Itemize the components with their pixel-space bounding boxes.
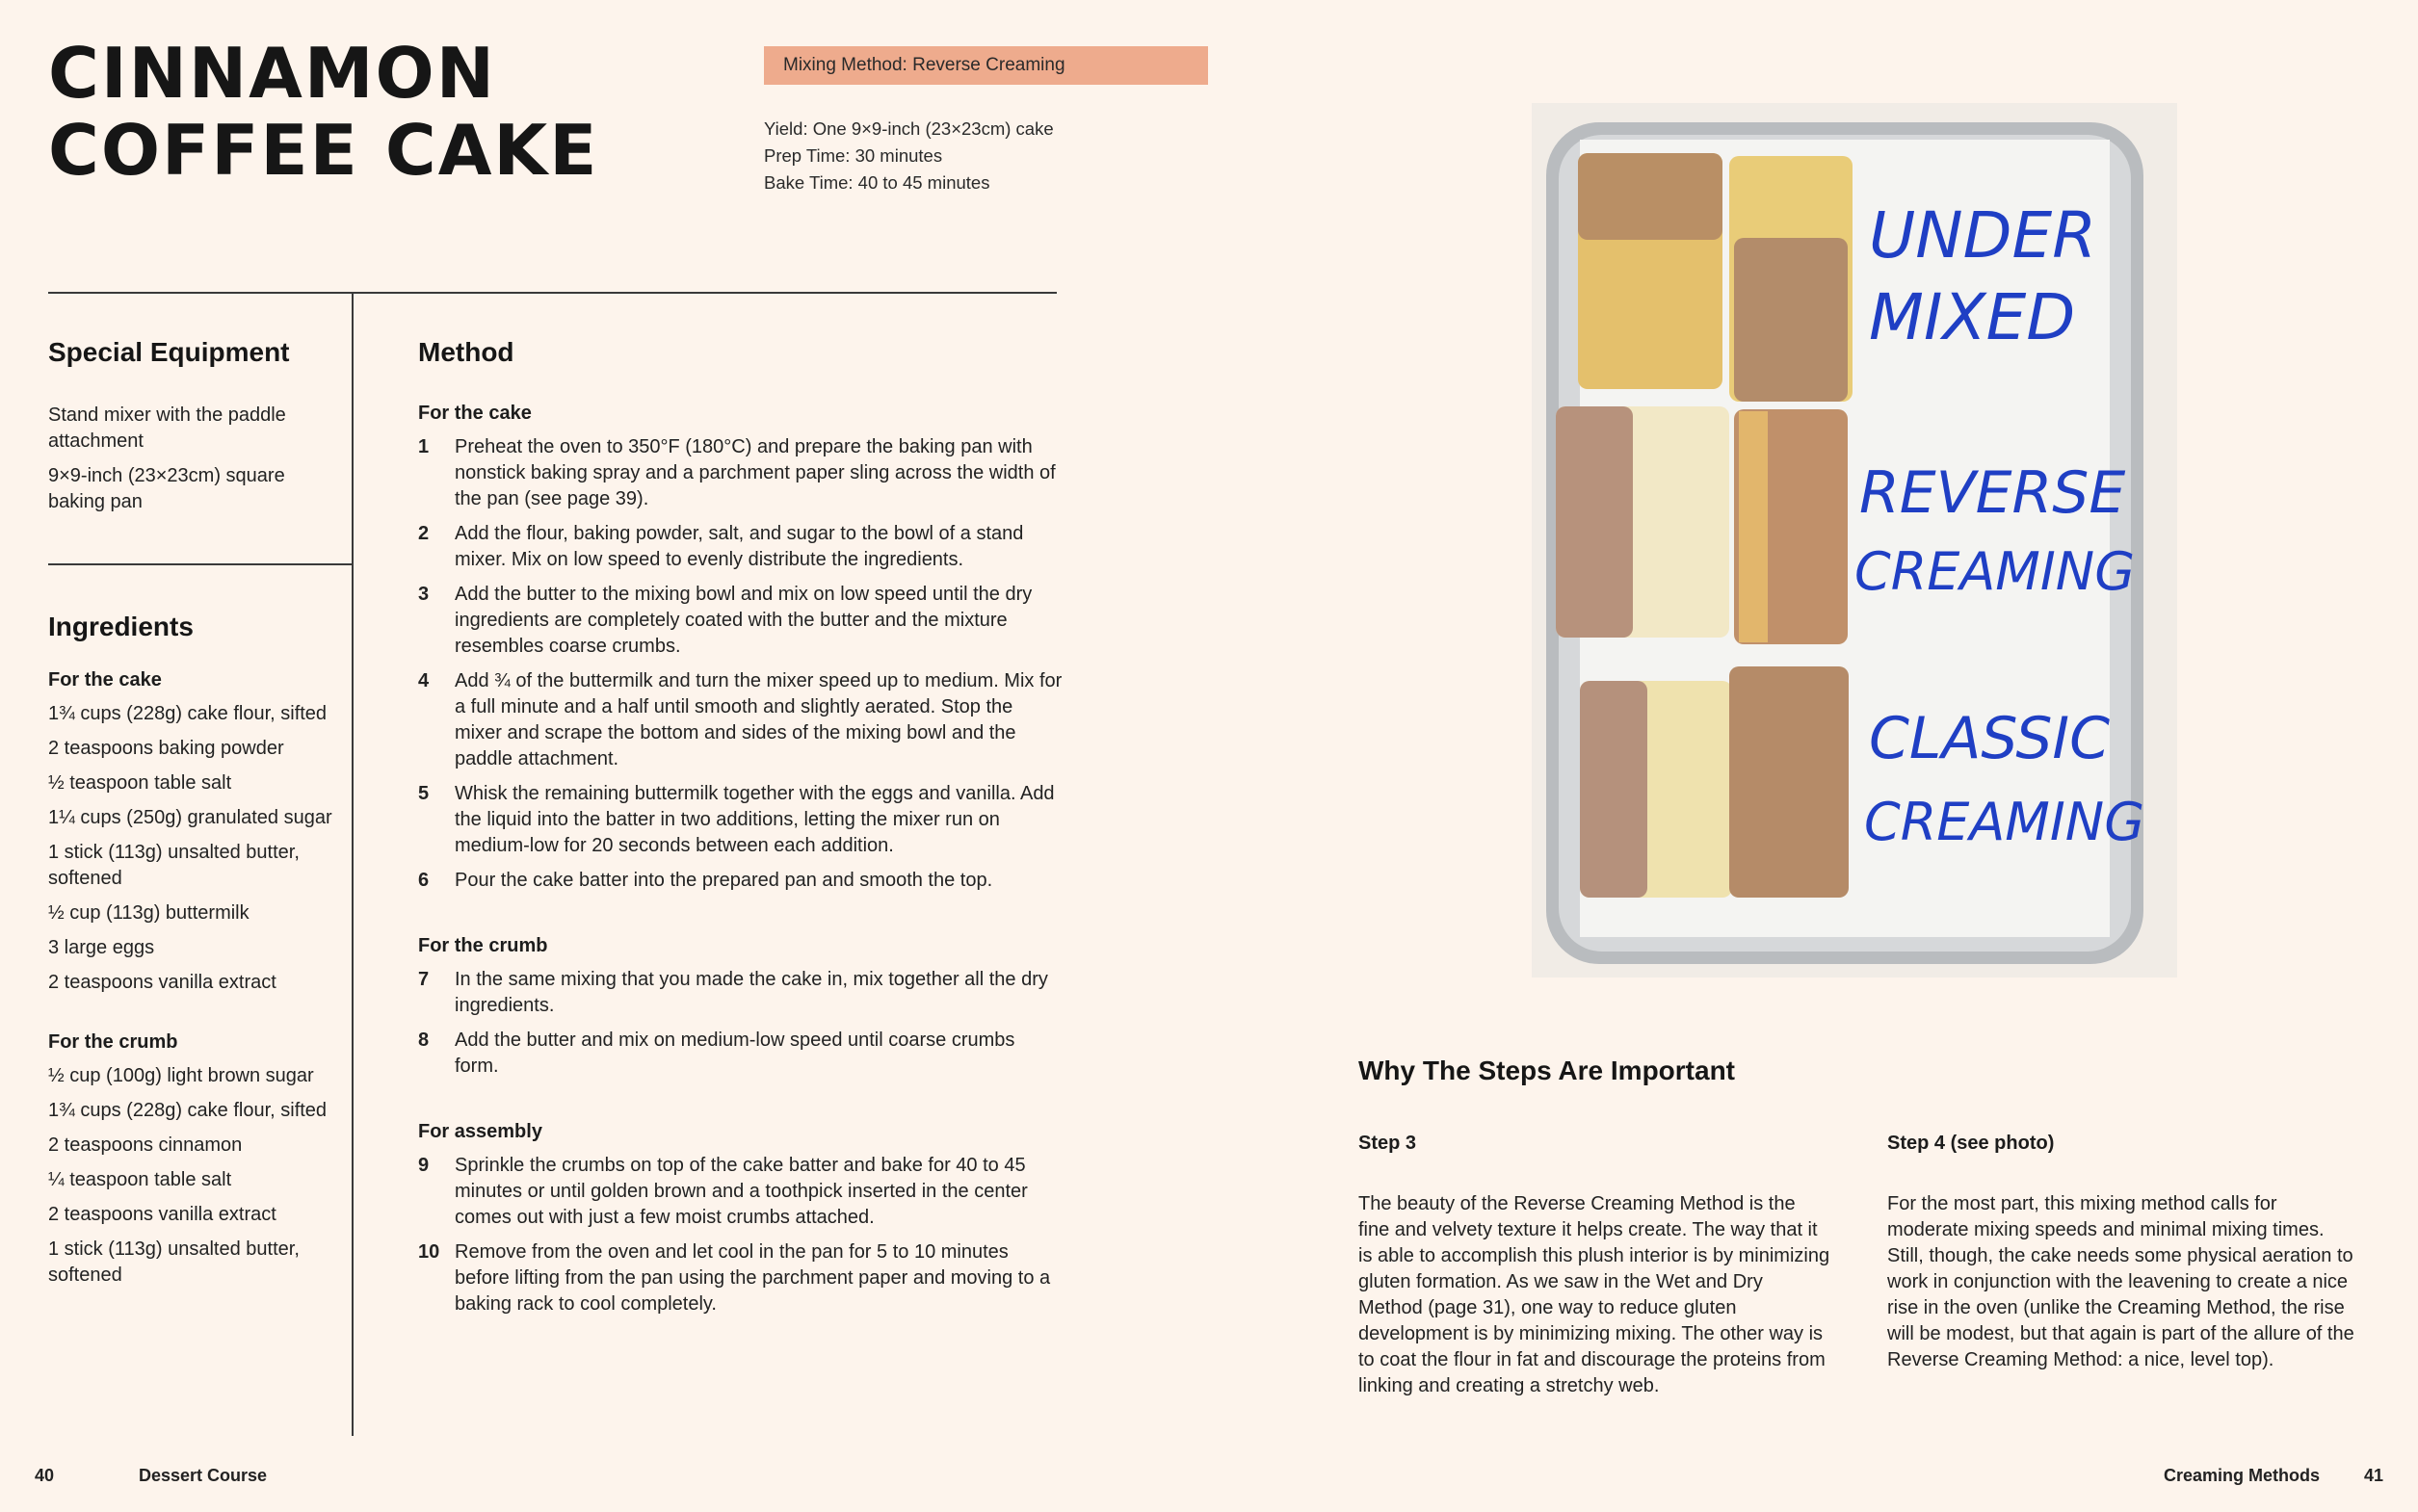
step-text: Add the butter and mix on medium-low speed until coarse crumbs form. — [455, 1030, 1015, 1077]
yield-text: Yield: One 9×9-inch (23×23cm) cake — [764, 118, 1054, 139]
recipe-title-line2: COFFEE CAKE — [48, 110, 599, 191]
method-heading: Method — [418, 337, 514, 367]
step-text: Pour the cake batter into the prepared pan and smooth the top. — [455, 870, 993, 891]
classic-creaming-cakes — [1580, 666, 1849, 898]
equipment-divider — [48, 563, 353, 565]
method-step — [418, 967, 1064, 1019]
recipe-title-line1: CINNAMON — [48, 33, 496, 114]
ingredient-item: 1¾ cups (228g) cake flour, sifted — [48, 1100, 328, 1121]
step-text: In the same mixing that you made the cake in, mix together all the dry ingredients. — [455, 969, 1048, 1016]
section-name-left: Dessert Course — [139, 1466, 268, 1485]
method-step — [418, 434, 1064, 512]
why-step3 — [1358, 1133, 1830, 1399]
ingredient-item: 2 teaspoons vanilla extract — [48, 1204, 276, 1225]
step-text: Whisk the remaining buttermilk together with the eggs and vanilla. Add the liquid into the batter in two additions, letting the mixer run on medium-low for 20 seconds between each addition. — [455, 783, 1055, 856]
ingredient-item: 1¼ cups (250g) granulated sugar — [48, 807, 332, 828]
method-crumb-heading: For the crumb — [418, 935, 548, 956]
page-number-left: 40 — [35, 1466, 55, 1485]
step-text: Add ¾ of the buttermilk and turn the mixer speed up to medium. Mix for a full minute and a half until smooth and slightly aerated. Stop the mixer and scrape the bottom and sides of the mixing bowl and the paddle attachment. — [455, 670, 1063, 769]
method-step — [418, 868, 1064, 894]
why-step3-heading: Step 3 — [1358, 1133, 1417, 1154]
photo-label: REVERSE — [1859, 459, 2126, 527]
method-step — [418, 1153, 1064, 1231]
ingredient-item: 2 teaspoons baking powder — [48, 738, 284, 759]
ingredient-item: 3 large eggs — [48, 937, 155, 958]
undermixed-cakes — [1578, 153, 1853, 402]
method-section — [418, 337, 1064, 1326]
step-text: Add the flour, baking powder, salt, and sugar to the bowl of a stand mixer. Mix on low speed to evenly distribute the ingredients. — [455, 523, 1024, 570]
section-name-right: Creaming Methods — [2163, 1466, 2320, 1485]
step-number: 8 — [418, 1030, 430, 1051]
method-step — [418, 582, 1064, 660]
step-number: 9 — [418, 1155, 430, 1176]
reverse-creaming-cakes — [1556, 406, 1848, 644]
step-number: 6 — [418, 870, 430, 891]
step-number: 5 — [418, 783, 430, 804]
why-steps-heading: Why The Steps Are Important — [1358, 1056, 1736, 1085]
ingredient-item: ½ cup (113g) buttermilk — [48, 902, 250, 924]
step-text: Add the butter to the mixing bowl and mix on low speed until the dry ingredients are completely coated with the butter and the mixture resembles coarse crumbs. — [455, 584, 1033, 657]
why-step4 — [1887, 1133, 2359, 1373]
photo-label: MIXED — [1869, 280, 2076, 354]
ingredients-heading: Ingredients — [48, 612, 194, 641]
step-number: 2 — [418, 523, 430, 544]
ingredient-item: 2 teaspoons vanilla extract — [48, 972, 276, 993]
ingredient-item: 1 stick (113g) unsalted butter, softened — [48, 842, 300, 889]
top-divider — [48, 292, 1057, 294]
why-step4-heading: Step 4 (see photo) — [1887, 1133, 2055, 1154]
method-step — [418, 1239, 1064, 1317]
ingredients-section — [48, 612, 337, 1297]
ingredient-item: ¼ teaspoon table salt — [48, 1169, 232, 1190]
method-step — [418, 668, 1064, 772]
prep-time-text: Prep Time: 30 minutes — [764, 145, 943, 166]
ingredient-item: ½ teaspoon table salt — [48, 772, 232, 794]
why-step3-text: The beauty of the Reverse Creaming Method is the fine and velvety texture it helps create. The way that it is able to accomplish this plush interior is by minimizing gluten formation. As we saw in the Wet and Dry Method (page 31), one way to reduce gluten development is by minimizing mixing. The other way is to coat the flour in fat and discourage the proteins from linking and creating a stretchy web. — [1358, 1193, 1830, 1396]
recipe-title — [48, 35, 598, 189]
photo-label: CLASSIC — [1869, 705, 2110, 772]
ingredients-cake-heading: For the cake — [48, 669, 162, 691]
equipment-item: 9×9-inch (23×23cm) square baking pan — [48, 465, 285, 512]
column-divider — [352, 292, 354, 1436]
method-assembly-heading: For assembly — [418, 1121, 542, 1142]
photo-illustration — [1532, 103, 2177, 978]
equipment-section — [48, 337, 337, 524]
step-number: 7 — [418, 969, 430, 990]
ingredient-item: ½ cup (100g) light brown sugar — [48, 1065, 314, 1086]
cake-comparison-photo — [1532, 103, 2177, 978]
mixing-method-tag: Mixing Method: Reverse Creaming — [764, 46, 1208, 85]
step-number: 4 — [418, 670, 430, 691]
step-text: Preheat the oven to 350°F (180°C) and prepare the baking pan with nonstick baking spray and a parchment paper sling across the width of the pan (see page 39). — [455, 436, 1056, 509]
method-step — [418, 521, 1064, 573]
recipe-meta — [764, 116, 1054, 196]
ingredient-item: 2 teaspoons cinnamon — [48, 1134, 243, 1156]
step-number: 3 — [418, 584, 430, 605]
equipment-item: Stand mixer with the paddle attachment — [48, 404, 286, 452]
bake-time-text: Bake Time: 40 to 45 minutes — [764, 172, 990, 193]
method-cake-heading: For the cake — [418, 403, 532, 424]
method-step — [418, 1028, 1064, 1080]
photo-label: UNDER — [1869, 198, 2097, 273]
ingredients-crumb-heading: For the crumb — [48, 1031, 178, 1053]
step-text: Remove from the oven and let cool in the pan for 5 to 10 minutes before lifting from the pan using the parchment paper and moving to a baking rack to cool completely. — [455, 1241, 1051, 1315]
ingredient-item: 1¾ cups (228g) cake flour, sifted — [48, 703, 328, 724]
method-step — [418, 781, 1064, 859]
photo-label: CREAMING — [1864, 792, 2145, 852]
page-number-right: 41 — [2363, 1466, 2383, 1485]
photo-label: CREAMING — [1854, 541, 2136, 602]
why-step4-text: For the most part, this mixing method calls for moderate mixing speeds and minimal mixing times. Still, though, the cake needs some physical aeration to work in conjunction with the leavening to create a nice rise in the oven (unlike the Creaming Method, the rise will be modest, but that again is part of the allure of the Reverse Creaming Method: a nice, level top). — [1887, 1193, 2354, 1370]
step-number: 10 — [418, 1241, 440, 1263]
step-text: Sprinkle the crumbs on top of the cake batter and bake for 40 to 45 minutes or until golden brown and a toothpick inserted in the center comes out with just a few moist crumbs attached. — [455, 1155, 1028, 1228]
equipment-heading: Special Equipment — [48, 337, 290, 367]
ingredient-item: 1 stick (113g) unsalted butter, softened — [48, 1238, 300, 1286]
step-number: 1 — [418, 436, 430, 457]
